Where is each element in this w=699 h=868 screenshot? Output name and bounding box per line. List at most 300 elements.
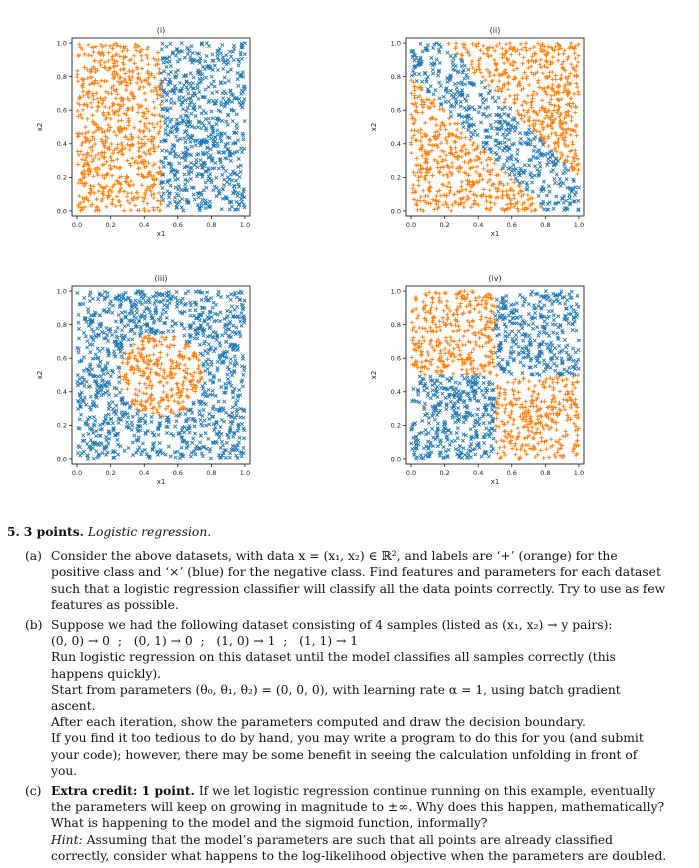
negative-point — [523, 164, 526, 167]
positive-point — [145, 56, 149, 60]
positive-point — [448, 343, 452, 347]
negative-point — [482, 376, 485, 379]
negative-point — [204, 181, 207, 184]
negative-point — [106, 339, 109, 342]
x-tick-label: 0.6 — [173, 469, 183, 477]
positive-point — [412, 133, 416, 137]
positive-point — [104, 205, 108, 209]
positive-point — [527, 124, 531, 128]
positive-point — [569, 96, 573, 100]
negative-point — [196, 83, 199, 86]
negative-point — [429, 85, 432, 88]
negative-point — [551, 309, 554, 312]
negative-point — [521, 319, 524, 322]
negative-point — [148, 297, 151, 300]
positive-point — [104, 160, 108, 164]
negative-point — [240, 455, 243, 458]
negative-point — [216, 366, 219, 369]
negative-point — [206, 363, 209, 366]
negative-point — [218, 319, 221, 322]
negative-point — [82, 434, 85, 437]
positive-point — [132, 126, 136, 130]
positive-point — [468, 299, 472, 303]
negative-point — [198, 409, 201, 412]
negative-point — [98, 423, 101, 426]
negative-point — [127, 446, 130, 449]
negative-point — [183, 327, 186, 330]
negative-point — [533, 145, 536, 148]
positive-point — [573, 151, 577, 155]
positive-point — [489, 54, 493, 58]
negative-point — [519, 315, 522, 318]
negative-point — [204, 432, 207, 435]
negative-point — [130, 424, 133, 427]
positive-point — [502, 429, 506, 433]
positive-point — [436, 161, 440, 165]
negative-point — [76, 373, 79, 376]
negative-point — [568, 193, 571, 196]
positive-point — [447, 191, 451, 195]
negative-point — [202, 334, 205, 337]
positive-point — [451, 359, 455, 363]
positive-point — [94, 197, 98, 201]
negative-point — [161, 100, 164, 103]
negative-point — [537, 334, 540, 337]
positive-point — [93, 59, 97, 63]
negative-point — [230, 205, 233, 208]
positive-point — [132, 61, 136, 65]
negative-point — [211, 393, 214, 396]
negative-point — [165, 99, 168, 102]
negative-point — [87, 324, 90, 327]
positive-point — [444, 153, 448, 157]
positive-point — [515, 93, 519, 97]
positive-point — [522, 70, 526, 74]
positive-point — [455, 296, 459, 300]
positive-point — [453, 140, 457, 144]
negative-point — [496, 132, 499, 135]
negative-point — [94, 353, 97, 356]
positive-point — [552, 108, 556, 112]
positive-point — [129, 179, 133, 183]
positive-point — [448, 122, 452, 126]
positive-point — [124, 372, 128, 376]
positive-point — [545, 124, 549, 128]
x-tick-label: 0.6 — [173, 221, 183, 229]
negative-point — [525, 188, 528, 191]
negative-point — [434, 390, 437, 393]
negative-point — [84, 335, 87, 338]
negative-point — [136, 412, 139, 415]
negative-point — [86, 339, 89, 342]
negative-point — [134, 299, 137, 302]
positive-point — [136, 135, 140, 139]
x-tick-label: 0.0 — [72, 221, 82, 229]
positive-point — [114, 204, 118, 208]
positive-point — [90, 105, 94, 109]
scatter-plot-iii — [30, 266, 270, 496]
negative-point — [545, 323, 548, 326]
positive-point — [136, 141, 140, 145]
positive-point — [197, 358, 201, 362]
negative-point — [189, 314, 192, 317]
positive-point — [529, 103, 533, 107]
negative-point — [188, 82, 191, 85]
x-tick-label: 1.0 — [574, 221, 584, 229]
positive-point — [103, 105, 107, 109]
positive-point — [569, 41, 573, 45]
negative-point — [226, 123, 229, 126]
negative-point — [175, 192, 178, 195]
negative-point — [205, 41, 208, 44]
negative-point — [184, 292, 187, 295]
positive-point — [88, 184, 92, 188]
positive-point — [449, 335, 453, 339]
positive-point — [141, 391, 145, 395]
negative-point — [223, 132, 226, 135]
negative-point — [148, 311, 151, 314]
positive-point — [552, 93, 556, 97]
positive-point — [414, 138, 418, 142]
positive-point — [92, 137, 96, 141]
positive-point — [151, 411, 155, 415]
negative-point — [439, 382, 442, 385]
negative-point — [482, 381, 485, 384]
negative-point — [83, 384, 86, 387]
negative-point — [166, 190, 169, 193]
positive-point — [157, 340, 161, 344]
positive-point — [534, 59, 538, 63]
negative-point — [212, 330, 215, 333]
positive-point — [482, 150, 486, 154]
positive-point — [491, 357, 495, 361]
negative-point — [229, 310, 232, 313]
negative-point — [225, 441, 228, 444]
negative-point — [204, 206, 207, 209]
negative-point — [574, 363, 577, 366]
negative-point — [220, 207, 223, 210]
positive-point — [97, 189, 101, 193]
negative-point — [449, 115, 452, 118]
negative-point — [481, 97, 484, 100]
negative-point — [229, 361, 232, 364]
negative-point — [235, 408, 238, 411]
positive-point — [132, 371, 136, 375]
negative-point — [438, 454, 441, 457]
positive-point — [427, 98, 431, 102]
positive-point — [554, 428, 558, 432]
positive-point — [488, 200, 492, 204]
positive-point — [145, 386, 149, 390]
negative-point — [190, 171, 193, 174]
negative-point — [512, 163, 515, 166]
negative-point — [239, 147, 242, 150]
negative-point — [206, 352, 209, 355]
negative-point — [167, 196, 170, 199]
positive-point — [453, 146, 457, 150]
negative-point — [214, 394, 217, 397]
negative-point — [239, 416, 242, 419]
positive-point — [108, 164, 112, 168]
positive-point — [97, 182, 101, 186]
positive-point — [577, 92, 581, 96]
positive-point — [172, 334, 176, 338]
negative-point — [178, 456, 181, 459]
negative-point — [140, 295, 143, 298]
negative-point — [236, 191, 239, 194]
negative-point — [178, 96, 181, 99]
positive-point — [115, 194, 119, 198]
negative-point — [103, 290, 106, 293]
negative-point — [532, 149, 535, 152]
negative-point — [494, 314, 497, 317]
negative-point — [133, 434, 136, 437]
negative-point — [223, 400, 226, 403]
negative-point — [426, 440, 429, 443]
positive-point — [146, 109, 150, 113]
positive-point — [107, 106, 111, 110]
negative-point — [216, 360, 219, 363]
positive-point — [122, 209, 126, 213]
positive-point — [494, 173, 498, 177]
negative-point — [163, 70, 166, 73]
negative-point — [462, 126, 465, 129]
positive-point — [500, 72, 504, 76]
negative-point — [529, 143, 532, 146]
negative-point — [429, 397, 432, 400]
negative-point — [521, 327, 524, 330]
positive-point — [144, 98, 148, 102]
negative-point — [114, 330, 117, 333]
negative-point — [228, 208, 231, 211]
positive-point — [487, 83, 491, 87]
positive-point — [123, 71, 127, 75]
negative-point — [123, 449, 126, 452]
negative-point — [240, 422, 243, 425]
negative-point — [490, 444, 493, 447]
negative-point — [96, 297, 99, 300]
negative-point — [228, 182, 231, 185]
negative-point — [220, 385, 223, 388]
y-tick-label: 0.2 — [391, 174, 401, 182]
negative-point — [150, 420, 153, 423]
positive-point — [479, 48, 483, 52]
negative-point — [577, 348, 580, 351]
positive-point — [117, 370, 121, 374]
positive-point — [85, 67, 89, 71]
positive-point — [561, 135, 565, 139]
positive-point — [128, 163, 132, 167]
positive-point — [150, 122, 154, 126]
positive-point — [511, 189, 515, 193]
positive-point — [115, 157, 119, 161]
positive-point — [143, 122, 147, 126]
negative-point — [204, 199, 207, 202]
negative-point — [444, 100, 447, 103]
positive-point — [502, 410, 506, 414]
negative-point — [419, 42, 422, 45]
negative-point — [420, 80, 423, 83]
negative-point — [545, 342, 548, 345]
negative-point — [233, 308, 236, 311]
x-tick-label: 1.0 — [240, 221, 250, 229]
positive-point — [142, 85, 146, 89]
positive-point — [145, 201, 149, 205]
positive-point — [500, 52, 504, 56]
negative-point — [141, 442, 144, 445]
negative-point — [98, 314, 101, 317]
positive-point — [572, 92, 576, 96]
negative-point — [191, 51, 194, 54]
negative-point — [243, 147, 246, 150]
positive-point — [140, 137, 144, 141]
positive-point — [98, 84, 102, 88]
negative-point — [461, 439, 464, 442]
positive-point — [144, 116, 148, 120]
negative-point — [563, 338, 566, 341]
negative-point — [133, 332, 136, 335]
positive-point — [137, 146, 141, 150]
positive-point — [468, 189, 472, 193]
negative-point — [89, 395, 92, 398]
positive-point — [455, 329, 459, 333]
positive-point — [469, 159, 473, 163]
negative-point — [564, 302, 567, 305]
negative-point — [208, 121, 211, 124]
negative-point — [463, 64, 466, 67]
negative-point — [190, 145, 193, 148]
negative-point — [221, 334, 224, 337]
positive-point — [493, 88, 497, 92]
negative-point — [198, 343, 201, 346]
negative-point — [242, 373, 245, 376]
negative-point — [153, 302, 156, 305]
negative-point — [200, 298, 203, 301]
positive-point — [499, 438, 503, 442]
positive-point — [109, 155, 113, 159]
negative-point — [222, 183, 225, 186]
negative-point — [101, 451, 104, 454]
negative-point — [174, 456, 177, 459]
positive-point — [130, 105, 134, 109]
negative-point — [212, 405, 215, 408]
positive-point — [432, 207, 436, 211]
negative-point — [226, 70, 229, 73]
positive-point — [492, 183, 496, 187]
negative-point — [215, 195, 218, 198]
positive-point — [146, 45, 150, 49]
positive-point — [504, 403, 508, 407]
positive-point — [119, 186, 123, 190]
negative-point — [82, 369, 85, 372]
positive-point — [533, 384, 537, 388]
positive-point — [460, 297, 464, 301]
negative-point — [437, 81, 440, 84]
positive-point — [551, 386, 555, 390]
negative-point — [503, 141, 506, 144]
negative-point — [189, 55, 192, 58]
negative-point — [508, 173, 511, 176]
positive-point — [119, 118, 123, 122]
x-tick-label: 0.4 — [139, 221, 149, 229]
negative-point — [174, 54, 177, 57]
negative-point — [92, 416, 95, 419]
negative-point — [206, 291, 209, 294]
negative-point — [212, 422, 215, 425]
negative-point — [219, 425, 222, 428]
negative-point — [95, 450, 98, 453]
positive-point — [159, 362, 163, 366]
negative-point — [237, 84, 240, 87]
negative-point — [211, 407, 214, 410]
positive-point — [128, 81, 132, 85]
negative-point — [184, 141, 187, 144]
negative-point — [173, 84, 176, 87]
negative-point — [215, 338, 218, 341]
positive-point — [485, 68, 489, 72]
negative-point — [436, 74, 439, 77]
negative-point — [235, 200, 238, 203]
positive-point — [86, 53, 90, 57]
negative-point — [206, 367, 209, 370]
negative-point — [503, 136, 506, 139]
negative-point — [565, 177, 568, 180]
positive-point — [541, 71, 545, 75]
positive-point — [557, 137, 561, 141]
positive-point — [166, 405, 170, 409]
positive-point — [139, 373, 143, 377]
negative-point — [219, 344, 222, 347]
negative-point — [234, 359, 237, 362]
positive-point — [143, 91, 147, 95]
positive-point — [454, 134, 458, 138]
negative-point — [485, 115, 488, 118]
negative-point — [207, 44, 210, 47]
positive-point — [493, 161, 497, 165]
negative-point — [430, 56, 433, 59]
positive-point — [556, 144, 560, 148]
negative-point — [115, 409, 118, 412]
negative-point — [199, 434, 202, 437]
negative-point — [131, 415, 134, 418]
positive-point — [146, 62, 150, 66]
positive-point — [501, 183, 505, 187]
negative-point — [241, 357, 244, 360]
positive-point — [432, 348, 436, 352]
negative-point — [221, 97, 224, 100]
negative-point — [213, 312, 216, 315]
positive-point — [477, 295, 481, 299]
positive-point — [494, 416, 498, 420]
positive-point — [126, 199, 130, 203]
negative-point — [567, 366, 570, 369]
positive-point — [145, 377, 149, 381]
negative-point — [211, 117, 214, 120]
positive-point — [425, 97, 429, 101]
positive-point — [534, 208, 538, 212]
positive-point — [539, 448, 543, 452]
negative-point — [107, 407, 110, 410]
negative-point — [242, 446, 245, 449]
negative-point — [96, 375, 99, 378]
y-tick-label: 1.0 — [391, 39, 401, 47]
negative-point — [226, 295, 229, 298]
negative-point — [169, 70, 172, 73]
negative-point — [530, 290, 533, 293]
negative-point — [463, 399, 466, 402]
positive-point — [449, 339, 453, 343]
positive-point — [575, 133, 579, 137]
